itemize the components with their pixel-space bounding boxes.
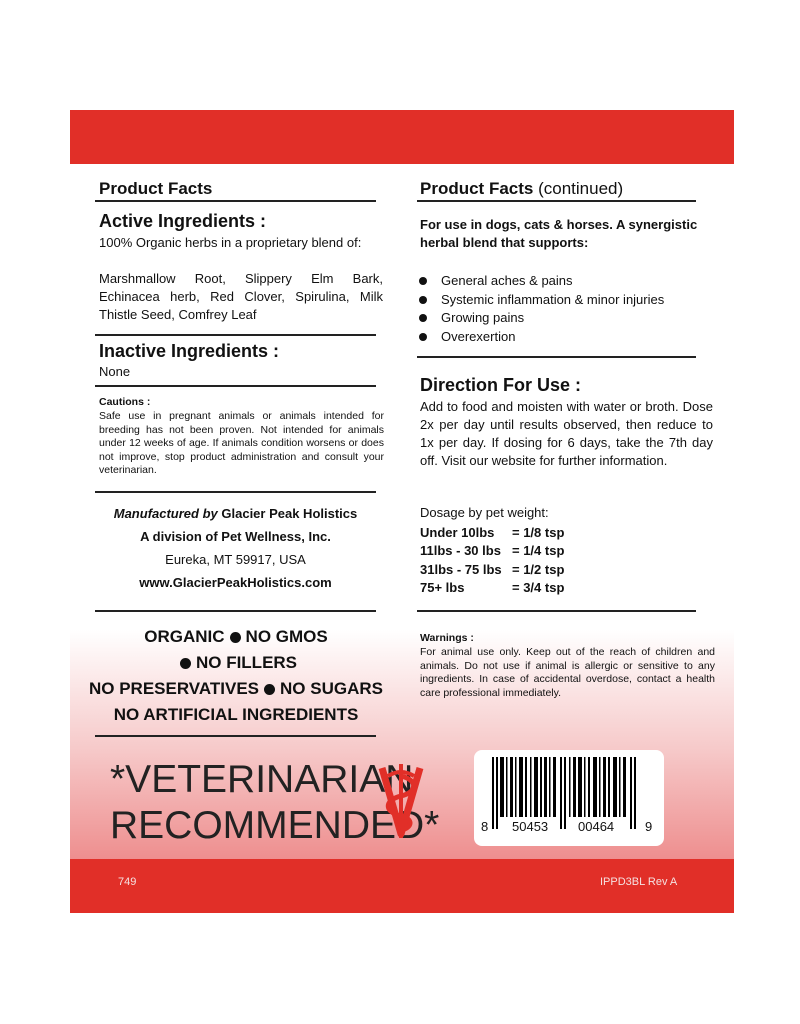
bullet-icon	[419, 296, 427, 304]
bullet-icon	[419, 333, 427, 341]
top-red-band	[70, 110, 734, 164]
list-item: Systemic inflammation & minor injuries	[417, 291, 717, 310]
inactive-ingredients-heading: Inactive Ingredients :	[99, 341, 280, 361]
divider	[95, 735, 376, 737]
claim-no-fillers: NO FILLERS	[195, 653, 298, 672]
address-line: Eureka, MT 59917, USA	[165, 552, 306, 567]
warnings-heading: Warnings :	[420, 632, 474, 644]
barcode-digits: 50453	[512, 819, 549, 834]
table-row: Under 10lbs = 1/8 tsp	[420, 524, 565, 540]
website-link[interactable]: www.GlacierPeakHolistics.com	[139, 575, 332, 590]
left-section-title: Product Facts	[99, 179, 213, 198]
claim-no-gmos: NO GMOS	[245, 627, 328, 646]
divider	[417, 356, 696, 358]
bullet-icon	[230, 632, 241, 643]
active-ingredients-heading: Active Ingredients :	[99, 211, 267, 231]
divider	[95, 610, 376, 612]
divider	[95, 200, 376, 202]
claim-no-artificial: NO ARTIFICIAL INGREDIENTS	[113, 705, 359, 724]
active-ingredients-list: Marshmallow Root, Slippery Elm Bark, Echinacea herb, Red Clover, Spirulina, Milk Thistle Seed, Comfrey Leaf	[99, 271, 383, 322]
table-row: 75+ lbs = 3/4 tsp	[420, 580, 565, 596]
manufacturer-line	[95, 502, 376, 525]
barcode-digit: 9	[645, 819, 653, 834]
supports-list	[417, 272, 717, 346]
right-title-main: Product Facts	[420, 179, 534, 198]
warnings-text: For animal use only. Keep out of the reach of children and animals. Do not use if animal is allergic or sensitive to any ingredients. In case of accidental overdose, contact a health care professional immediately.	[420, 646, 715, 699]
manufacturer-prefix: Manufactured by	[113, 506, 218, 521]
list-item: General aches & pains	[417, 272, 717, 291]
divider	[95, 491, 376, 493]
table-row: 31lbs - 75 lbs = 1/2 tsp	[420, 561, 565, 577]
inactive-ingredients-value: None	[99, 364, 131, 379]
footer-left-code: 749	[118, 876, 137, 888]
right-section-title	[420, 179, 623, 199]
list-item: Overexertion	[417, 328, 717, 347]
manufacturer-block	[95, 502, 376, 594]
bullet-icon	[264, 684, 275, 695]
divider	[417, 200, 696, 202]
active-ingredients-intro: 100% Organic herbs in a proprietary blend of:	[99, 235, 362, 250]
barcode-digits: 00464	[578, 819, 615, 834]
vet-recommended-line1: *VETERINARIAN	[110, 758, 414, 801]
list-item: Growing pains	[417, 309, 717, 328]
direction-heading: Direction For Use :	[420, 375, 582, 395]
dosage-table	[420, 523, 564, 597]
bullet-icon	[419, 277, 427, 285]
dosage-heading: Dosage by pet weight:	[420, 505, 549, 520]
manufacturer-name: Glacier Peak Holistics	[221, 506, 358, 521]
claim-no-preservatives: NO PRESERVATIVES	[88, 679, 260, 698]
right-title-suffix: (continued)	[538, 179, 624, 198]
barcode	[474, 750, 664, 846]
cautions-heading: Cautions :	[99, 396, 151, 408]
bullet-icon	[180, 658, 191, 669]
bottom-red-band	[70, 859, 734, 913]
direction-text: Add to food and moisten with water or broth. Dose 2x per day until results observed, then reduce to 1x per day. If dosing for 6 days, take the 7th day off. Visit our website for further information.	[420, 399, 713, 468]
divider	[95, 334, 376, 336]
barcode-bars	[484, 757, 654, 829]
footer-right-code: IPPD3BL Rev A	[600, 876, 678, 888]
claim-no-sugars: NO SUGARS	[280, 679, 383, 698]
veterinary-caduceus-icon	[376, 762, 426, 842]
barcode-digit: 8	[481, 819, 489, 834]
vet-recommended-line2: RECOMMENDED*	[110, 804, 440, 847]
divider	[95, 385, 376, 387]
divider	[417, 610, 696, 612]
usage-intro: For use in dogs, cats & horses. A synergistic herbal blend that supports:	[420, 217, 698, 250]
table-row: 11lbs - 30 lbs = 1/4 tsp	[420, 543, 565, 559]
claim-organic: ORGANIC	[144, 627, 225, 646]
division-line: A division of Pet Wellness, Inc.	[140, 529, 331, 544]
product-label	[70, 110, 734, 913]
cautions-text: Safe use in pregnant animals or animals intended for breeding has not been proven. Not intended for animals under 12 weeks of age. If animals condition worsens or does not improve, stop product administration and consult your veterinarian.	[99, 410, 384, 476]
bullet-icon	[419, 314, 427, 322]
claims-block	[70, 624, 402, 728]
